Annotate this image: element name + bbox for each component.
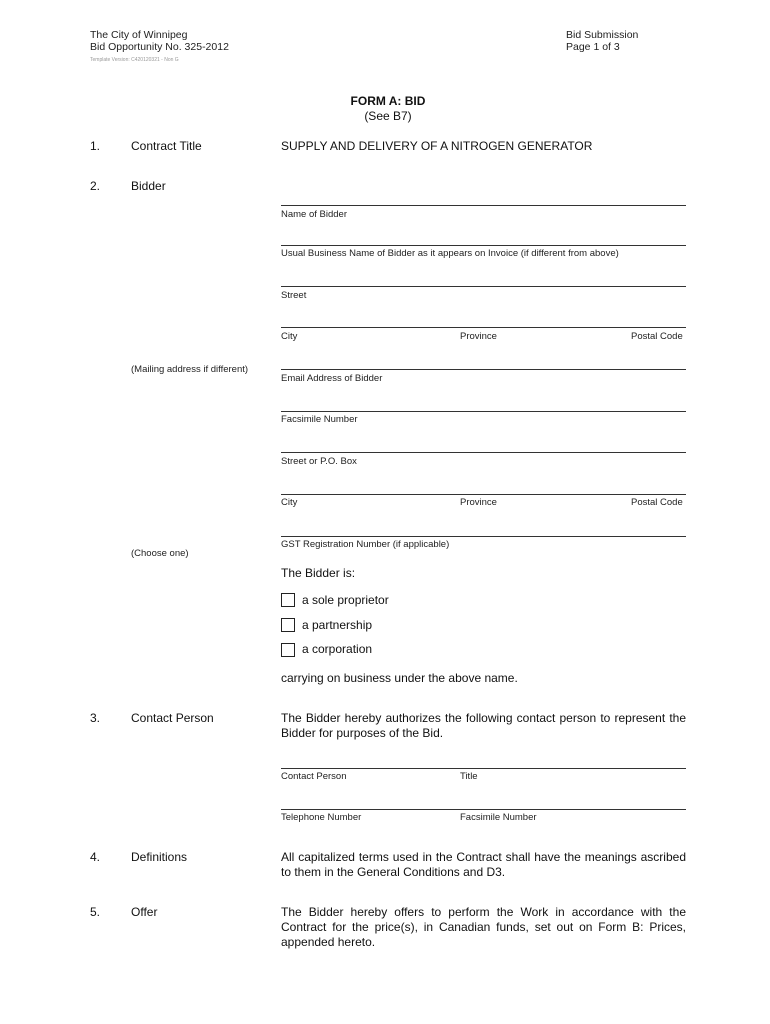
email-label: Email Address of Bidder bbox=[281, 373, 383, 384]
mailing-address-note: (Mailing address if different) bbox=[131, 364, 249, 375]
email-line[interactable] bbox=[281, 369, 686, 370]
section-4-text: All capitalized terms used in the Contract shall have the meanings ascribed to them in the General Conditions and D3. bbox=[281, 850, 686, 879]
usual-business-name-label: Usual Business Name of Bidder as it appears on Invoice (if different from above) bbox=[281, 248, 619, 259]
section-1-label: Contract Title bbox=[131, 139, 202, 153]
facsimile-line[interactable] bbox=[281, 411, 686, 412]
section-1-number: 1. bbox=[90, 139, 101, 153]
section-3-label: Contact Person bbox=[131, 711, 214, 725]
form-title: FORM A: BID bbox=[350, 94, 426, 108]
contact-person-line[interactable] bbox=[281, 768, 686, 769]
bidder-type-suffix: carrying on business under the above name. bbox=[281, 671, 518, 685]
header-page: Page 1 of 3 bbox=[566, 41, 620, 53]
facsimile-label: Facsimile Number bbox=[281, 414, 358, 425]
mailing-province-label: Province bbox=[460, 497, 497, 508]
street-label: Street bbox=[281, 290, 307, 301]
section-5-text: The Bidder hereby offers to perform the Work in accordance with the Contract for the price(s), in Canadian funds, set out on Form B: Prices, appended hereto. bbox=[281, 905, 686, 949]
section-2-number: 2. bbox=[90, 179, 101, 193]
contact-facsimile-label: Facsimile Number bbox=[460, 812, 537, 823]
section-4-label: Definitions bbox=[131, 850, 188, 864]
contract-title-value: SUPPLY AND DELIVERY OF A NITROGEN GENERATOR bbox=[281, 139, 593, 153]
contact-title-label: Title bbox=[460, 771, 478, 782]
name-of-bidder-label: Name of Bidder bbox=[281, 209, 348, 220]
gst-label: GST Registration Number (if applicable) bbox=[281, 539, 450, 550]
province-label: Province bbox=[460, 331, 497, 342]
section-4-number: 4. bbox=[90, 850, 101, 864]
form-subtitle: (See B7) bbox=[364, 109, 412, 123]
header-submission: Bid Submission bbox=[566, 29, 639, 41]
section-5-number: 5. bbox=[90, 905, 101, 919]
contact-telephone-line[interactable] bbox=[281, 809, 686, 810]
usual-business-name-line[interactable] bbox=[281, 245, 686, 246]
partnership-checkbox[interactable] bbox=[281, 618, 295, 632]
mailing-city-line[interactable] bbox=[281, 494, 686, 495]
partnership-label: a partnership bbox=[302, 618, 373, 632]
street-line[interactable] bbox=[281, 286, 686, 287]
mailing-postal-code-label: Postal Code bbox=[631, 497, 683, 508]
corporation-checkbox[interactable] bbox=[281, 643, 295, 657]
section-3-text: The Bidder hereby authorizes the following contact person to represent the Bidder for purposes of the Bid. bbox=[281, 711, 686, 740]
street-po-label: Street or P.O. Box bbox=[281, 456, 357, 467]
bidder-type-prompt: The Bidder is: bbox=[281, 566, 356, 580]
section-5-label: Offer bbox=[131, 905, 158, 919]
gst-line[interactable] bbox=[281, 536, 686, 537]
telephone-number-label: Telephone Number bbox=[281, 812, 362, 823]
sole-proprietor-checkbox[interactable] bbox=[281, 593, 295, 607]
template-version: Template Version: C420120321 - Non G bbox=[90, 57, 179, 63]
mailing-city-label: City bbox=[281, 497, 298, 508]
name-of-bidder-line[interactable] bbox=[281, 205, 686, 206]
section-2-label: Bidder bbox=[131, 179, 166, 193]
city-label: City bbox=[281, 331, 298, 342]
section-3-number: 3. bbox=[90, 711, 101, 725]
sole-proprietor-label: a sole proprietor bbox=[302, 593, 389, 607]
header-org: The City of Winnipeg bbox=[90, 29, 188, 41]
postal-code-label: Postal Code bbox=[631, 331, 683, 342]
corporation-label: a corporation bbox=[302, 642, 373, 656]
city-province-postal-line[interactable] bbox=[281, 327, 686, 328]
street-po-line[interactable] bbox=[281, 452, 686, 453]
contact-person-label: Contact Person bbox=[281, 771, 347, 782]
choose-one-note: (Choose one) bbox=[131, 548, 189, 559]
header-bid-opportunity: Bid Opportunity No. 325-2012 bbox=[90, 41, 229, 53]
